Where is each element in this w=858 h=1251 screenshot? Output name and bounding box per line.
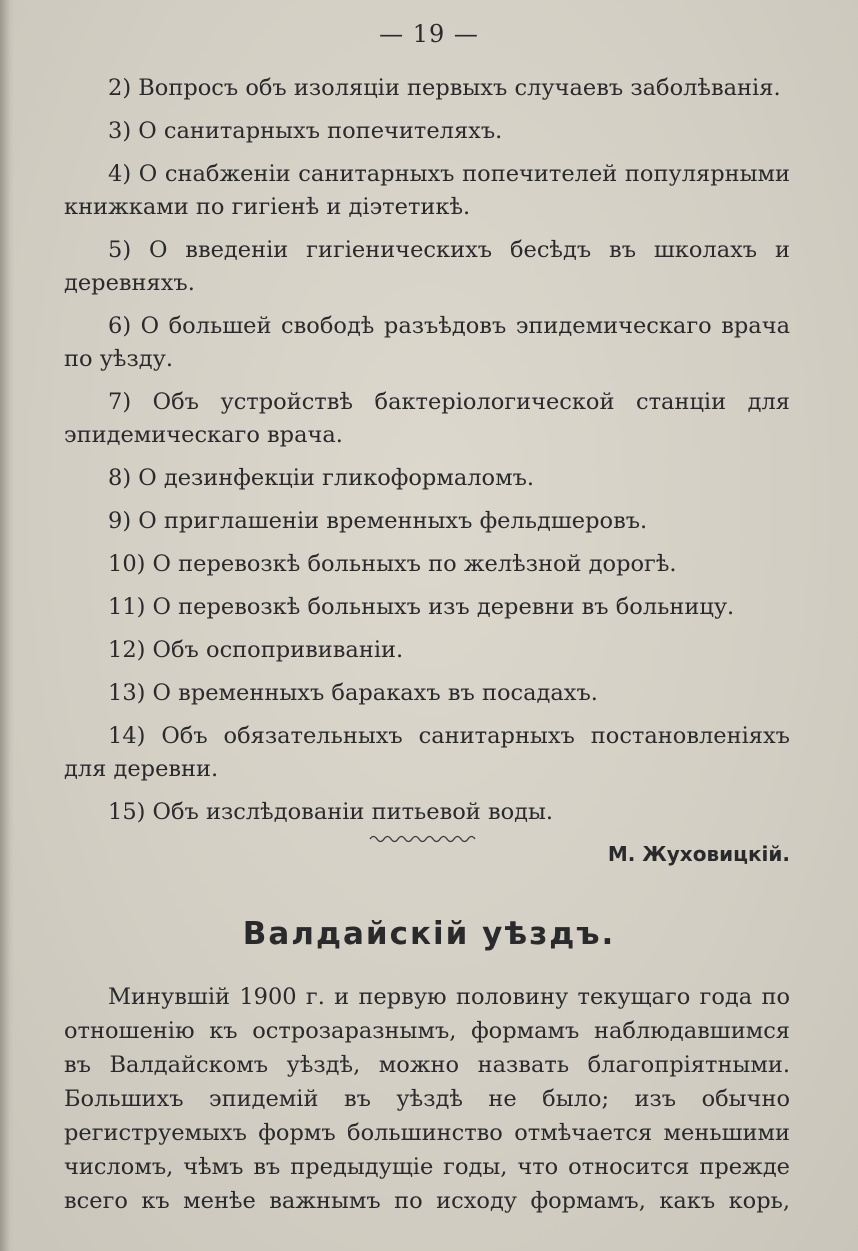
- agenda-item: 15) Объ изслѣдованіи питьевой воды.: [108, 799, 554, 825]
- agenda-list: [64, 72, 790, 869]
- agenda-item: 14) Объ обязательныхъ санитарныхъ постановленіяхъ для деревни.: [64, 723, 790, 782]
- page-edge-shadow: [0, 0, 14, 1251]
- agenda-item: 13) О временныхъ баракахъ въ посадахъ.: [108, 680, 598, 706]
- agenda-item: 10) О перевозкѣ больныхъ по желѣзной дорогѣ.: [108, 551, 677, 577]
- section-title: Валдайскій уѣздъ.: [242, 916, 616, 952]
- agenda-item: 5) О введеніи гигіеническихъ бесѣдъ въ школахъ и деревняхъ.: [64, 237, 790, 296]
- author-signature: М. Жуховицкій.: [607, 842, 790, 866]
- agenda-item: 3) О санитарныхъ попечителяхъ.: [108, 118, 503, 144]
- agenda-item: 4) О снабженіи санитарныхъ попечителей популярными книжками по гигіенѣ и діэтетикѣ.: [64, 161, 790, 220]
- agenda-item: 8) О дезинфекціи гликоформаломъ.: [108, 465, 535, 491]
- agenda-item: 12) Объ оспопрививаніи.: [108, 637, 404, 663]
- agenda-item: 7) Объ устройствѣ бактеріологической станціи для эпидемическаго врача.: [64, 389, 790, 448]
- agenda-item: 6) О большей свободѣ разъѣдовъ эпидемическаго врача по уѣзду.: [64, 313, 790, 372]
- agenda-item: 9) О приглашеніи временныхъ фельдшеровъ.: [108, 508, 648, 534]
- agenda-item: 11) О перевозкѣ больныхъ изъ деревни въ больницу.: [108, 594, 735, 620]
- agenda-item: 2) Вопросъ объ изоляціи первыхъ случаевъ заболѣванія.: [108, 75, 781, 101]
- section-paragraph: Минувшій 1900 г. и первую половину текущаго года по отношенію къ острозаразнымъ, формамъ наблюдавшимся въ Валдайскомъ уѣздѣ, можно назвать благопріятными. Большихъ эпидемій въ уѣздѣ не было; изъ обычно региструемыхъ формъ большинство отмѣчается меньшими числомъ, чѣмъ въ предыдущіе годы, что относится прежде всего къ менѣе важнымъ по исходу формамъ, какъ корь,: [64, 984, 790, 1214]
- wavy-divider-ornament: [368, 832, 480, 846]
- page-number: — 19 —: [379, 20, 479, 48]
